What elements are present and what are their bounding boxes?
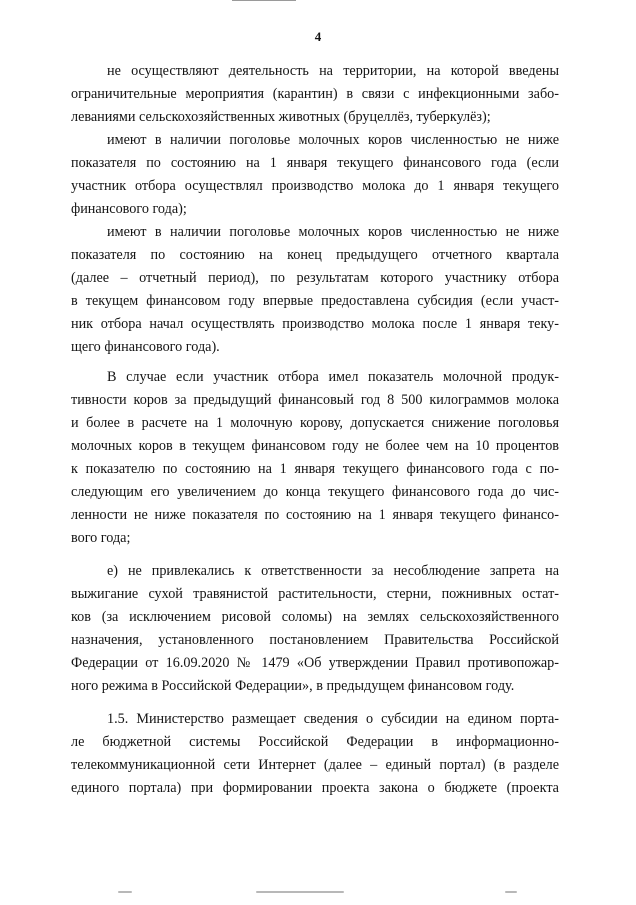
paragraph-5-line-1: е) не привлекались к ответственности за несоблюдение запрета на (107, 563, 559, 579)
paragraph-2-line-3: участник отбора осуществлял производство молока до 1 января текущего (71, 178, 559, 194)
paragraph-6-line-3: телекоммуникационной сети Интернет (далее – единый портал) (в разделе (71, 757, 559, 773)
paragraph-1-line-2: ограничительные мероприятия (карантин) в связи с инфекционными забо- (71, 86, 559, 102)
top-scan-line (232, 0, 296, 1)
page-number: 4 (314, 29, 322, 44)
paragraph-5-line-4: назначения, установленного постановлением Правительства Российской (71, 632, 559, 648)
paragraph-4-line-5: к показателю по состоянию на 1 января текущего финансового года с по- (71, 461, 559, 477)
paragraph-3-line-5: ник отбора начал осуществлять производство молока после 1 января теку- (71, 316, 559, 332)
scan-artifact-right (505, 891, 517, 893)
paragraph-5-line-3: ков (за исключением рисовой соломы) на землях сельскохозяйственного (71, 609, 559, 625)
paragraph-3-line-2: показателя по состоянию на конец предыдущего отчетного квартала (71, 247, 559, 263)
paragraph-4-line-2: тивности коров за предыдущий финансовый год 8 500 килограммов молока (71, 392, 559, 408)
paragraph-6-line-2: ле бюджетной системы Российской Федерации в информационно- (71, 734, 559, 750)
paragraph-6-line-1: 1.5. Министерство размещает сведения о субсидии на едином порта- (107, 711, 559, 727)
paragraph-4-line-8: вого года; (71, 530, 131, 546)
paragraph-4-line-4: молочных коров в текущем финансовом году не более чем на 10 процентов (71, 438, 559, 454)
paragraph-5-line-5: Федерации от 16.09.2020 № 1479 «Об утверждении Правил противопожар- (71, 655, 559, 671)
scan-artifact-left (118, 891, 132, 893)
paragraph-3-line-1: имеют в наличии поголовье молочных коров численностью не ниже (107, 224, 559, 240)
scan-artifact-center (256, 891, 344, 893)
paragraph-2-line-1: имеют в наличии поголовье молочных коров численностью не ниже (107, 132, 559, 148)
paragraph-3-line-4: в текущем финансовом году впервые предоставлена субсидия (если участ- (71, 293, 559, 309)
paragraph-2-line-2: показателя по состоянию на 1 января текущего финансового года (если (71, 155, 559, 171)
paragraph-3-line-6: щего финансового года). (71, 339, 220, 355)
paragraph-5-line-6: ного режима в Российской Федерации», в предыдущем финансовом году. (71, 678, 515, 694)
paragraph-5-line-2: выжигание сухой травянистой растительности, стерни, пожнивных остат- (71, 586, 559, 602)
paragraph-1-line-1: не осуществляют деятельность на территории, на которой введены (107, 63, 559, 79)
paragraph-1-line-3: леваниями сельскохозяйственных животных (бруцеллёз, туберкулёз); (71, 109, 491, 125)
paragraph-4-line-1: В случае если участник отбора имел показатель молочной продук- (107, 369, 559, 385)
paragraph-4-line-3: и более в расчете на 1 молочную корову, допускается снижение поголовья (71, 415, 559, 431)
paragraph-2-line-4: финансового года); (71, 201, 187, 217)
paragraph-3-line-3: (далее – отчетный период), по результатам которого участнику отбора (71, 270, 559, 286)
paragraph-6-line-4: единого портала) при формировании проекта закона о бюджете (проекта (71, 780, 559, 796)
paragraph-4-line-6: следующим его увеличением до конца текущего финансового года до чис- (71, 484, 559, 500)
paragraph-4-line-7: ленности не ниже показателя по состоянию на 1 января текущего финансо- (71, 507, 559, 523)
